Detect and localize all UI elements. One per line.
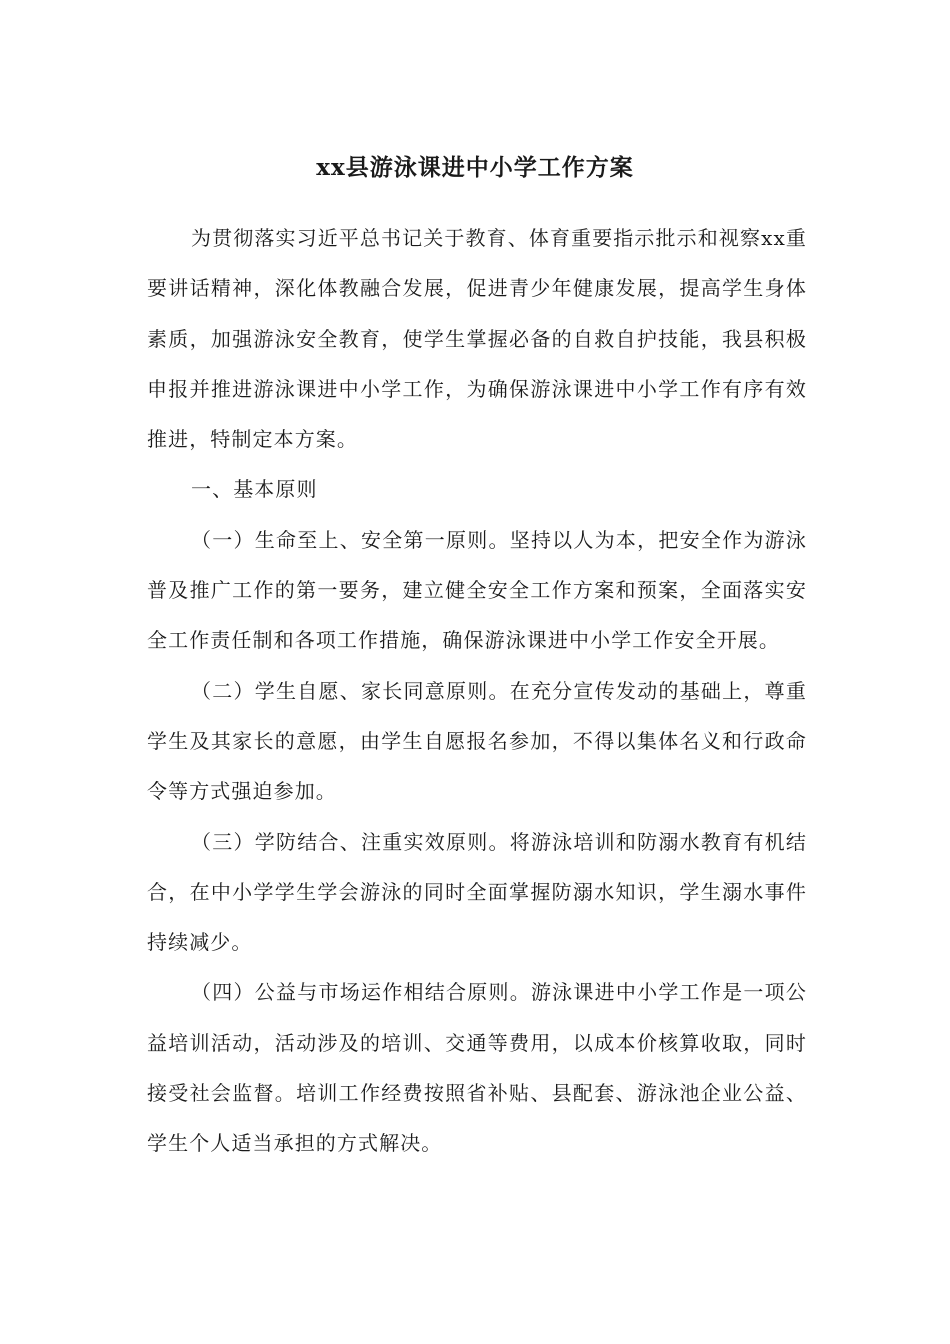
- principle-paragraph-2: （二）学生自愿、家长同意原则。在充分宣传发动的基础上，尊重学生及其家长的意愿，由学生自愿报名参加，不得以集体名义和行政命令等方式强迫参加。: [147, 678, 807, 804]
- section-heading-basic-principles: 一、基本原则: [191, 477, 318, 502]
- intro-paragraph: 为贯彻落实习近平总书记关于教育、体育重要指示批示和视察xx重要讲话精神，深化体教融合发展，促进青少年健康发展，提高学生身体素质，加强游泳安全教育，使学生掌握必备的自救自护技能，我县积极申报并推进游泳课进中小学工作，为确保游泳课进中小学工作有序有效推进，特制定本方案。: [147, 226, 807, 452]
- principle-paragraph-3: （三）学防结合、注重实效原则。将游泳培训和防溺水教育有机结合，在中小学学生学会游泳的同时全面掌握防溺水知识，学生溺水事件持续减少。: [147, 829, 807, 955]
- document-title: xx县游泳课进中小学工作方案: [316, 154, 634, 181]
- document-body: [147, 213, 807, 1169]
- principle-paragraph-4: （四）公益与市场运作相结合原则。游泳课进中小学工作是一项公益培训活动，活动涉及的培训、交通等费用，以成本价核算收取，同时接受社会监督。培训工作经费按照省补贴、县配套、游泳池企业公益、学生个人适当承担的方式解决。: [147, 980, 807, 1156]
- principle-paragraph-1: （一）生命至上、安全第一原则。坚持以人为本，把安全作为游泳普及推广工作的第一要务，建立健全安全工作方案和预案，全面落实安全工作责任制和各项工作措施，确保游泳课进中小学工作安全开展。: [147, 527, 807, 653]
